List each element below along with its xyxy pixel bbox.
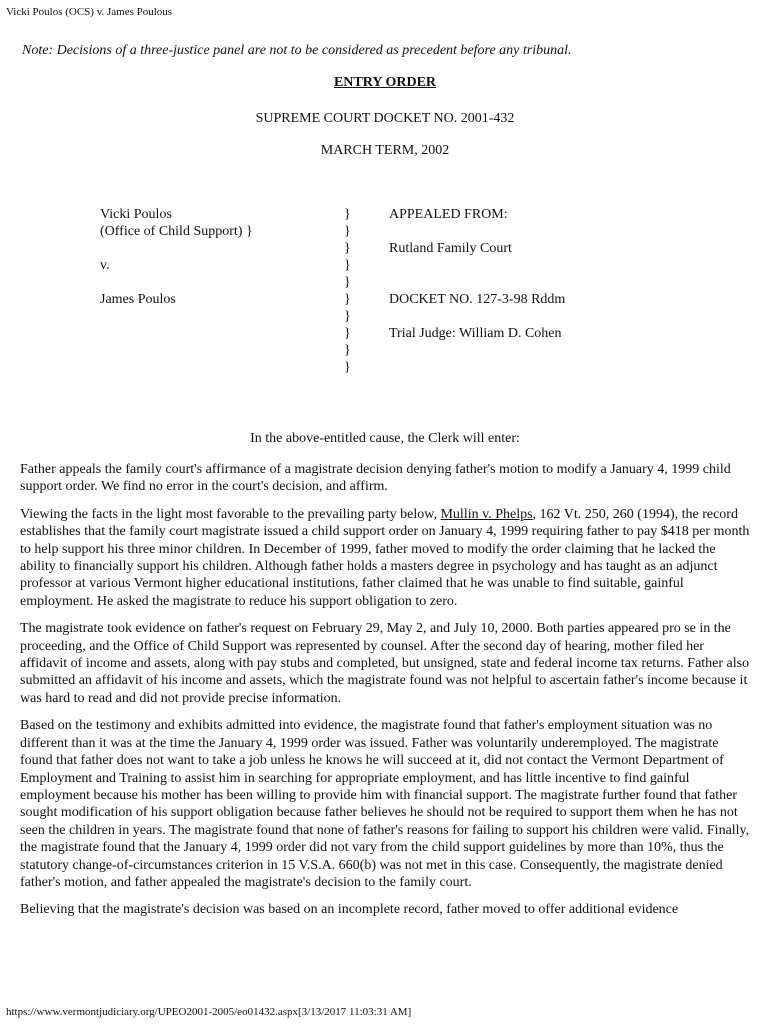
caption-party-line: James Poulos: [100, 292, 176, 307]
caption-braces: [344, 206, 351, 376]
paragraph: Based on the testimony and exhibits admitted into evidence, the magistrate found that father's employment situation was no different than it was at the time the January 4, 1999 order was issued. Father was voluntarily underemployed. The magistrate found that father does not want to take a job unless he knows he will succeed at it, did not contact the Vermont Department of Employment and Training to assist him in searching for appropriate employment, and has little incentive to find gainful employment because his mother has been willing to provide him with financial support. The magistrate further found that father sought modification of his support obligation because father believes he should not be required to support them when he has not seen the children in years. The magistrate found that none of father's reasons for failing to support his children were valid. Finally, the magistrate found that the January 4, 1999 order did not vary from the child support guidelines by more than 10%, thus the statutory change-of-circumstances criterion in 15 V.S.A. 660(b) was not met in this case. Consequently, the magistrate denied father's motion, and father appealed the magistrate's decision to the family court.: [20, 718, 750, 890]
caption-info-line: Trial Judge: William D. Cohen: [389, 326, 562, 341]
caption-party-line: v.: [100, 258, 110, 273]
caption-info-line: [389, 257, 565, 274]
caption-info-line: APPEALED FROM:: [389, 207, 508, 222]
caption-parties: [100, 206, 253, 308]
clerk-line: In the above-entitled cause, the Clerk will enter:: [250, 431, 520, 446]
caption-party-line: [100, 274, 253, 291]
paragraph: Father appeals the family court's affirmance of a magistrate decision denying father's motion to modify a January 4, 1999 child support order. We find no error in the court's decision, and affirm.: [20, 462, 731, 495]
caption-info-line: DOCKET NO. 127-3-98 Rddm: [389, 292, 566, 307]
term-line: MARCH TERM, 2002: [320, 143, 450, 158]
caption-party-line: [100, 240, 253, 257]
caption-brace: }: [344, 224, 351, 239]
caption-info-line: [389, 308, 565, 325]
caption-info-line: [389, 223, 565, 240]
caption-brace: }: [344, 207, 351, 222]
caption-brace: }: [344, 258, 351, 273]
caption-party-line: (Office of Child Support) }: [100, 224, 253, 239]
caption-party-line: Vicki Poulos: [100, 207, 172, 222]
case-caption: [0, 206, 770, 382]
caption-brace: }: [344, 275, 351, 290]
paragraph: The magistrate took evidence on father's request on February 29, May 2, and July 10, 2000. Both parties appeared pro se in the proceeding, and the Office of Child Support was represented by counsel. After the second day of hearing, mother filed her affidavit of income and assets, along with pay stubs and completed, but unsigned, state and federal income tax returns. Father also submitted an affidavit of his income and assets, which the magistrate found was not helpful to ascertain father's income because it was hard to read and did not provide precise information.: [20, 621, 750, 706]
order-body: [20, 461, 752, 929]
supreme-court-docket: SUPREME COURT DOCKET NO. 2001-432: [255, 111, 515, 126]
caption-brace: }: [344, 309, 351, 324]
caption-brace: }: [344, 241, 351, 256]
caption-appeal-info: [389, 206, 565, 342]
caption-info-line: Rutland Family Court: [389, 241, 512, 256]
caption-brace: }: [344, 292, 351, 307]
page-header-title: Vicki Poulos (OCS) v. James Poulous: [6, 6, 173, 18]
case-citation-link[interactable]: Mullin v. Phelps: [440, 506, 533, 522]
paragraph: Believing that the magistrate's decision was based on an incomplete record, father moved to offer additional evidence: [20, 902, 679, 918]
caption-info-line: [389, 274, 565, 291]
caption-brace: }: [344, 343, 351, 358]
precedent-note: Note: Decisions of a three-justice panel are not to be considered as precedent before any tribunal.: [22, 43, 572, 58]
paragraph-text: , 162 Vt. 250, 260 (1994), the record establishes that the family court magistrate issued a child support order on January 4, 1999 requiring father to pay $418 per month to help support his three minor children. In December of 1999, father moved to modify the order claiming that he lacked the ability to financially support his children. Although father holds a masters degree in psychology and has taught as an adjunct professor at various Vermont higher educational institutions, father claimed that he was unable to find suitable, gainful employment. He asked the magistrate to reduce his support obligation to zero.: [20, 506, 750, 609]
entry-order-heading: ENTRY ORDER: [333, 75, 437, 90]
paragraph-text: Viewing the facts in the light most favorable to the prevailing party below,: [20, 506, 441, 522]
paragraph: [20, 506, 752, 610]
caption-brace: }: [344, 326, 351, 341]
source-url-footer: https://www.vermontjudiciary.org/UPEO2001-2005/eo01432.aspx[3/13/2017 11:03:31 AM]: [6, 1006, 412, 1018]
caption-brace: }: [344, 360, 351, 375]
